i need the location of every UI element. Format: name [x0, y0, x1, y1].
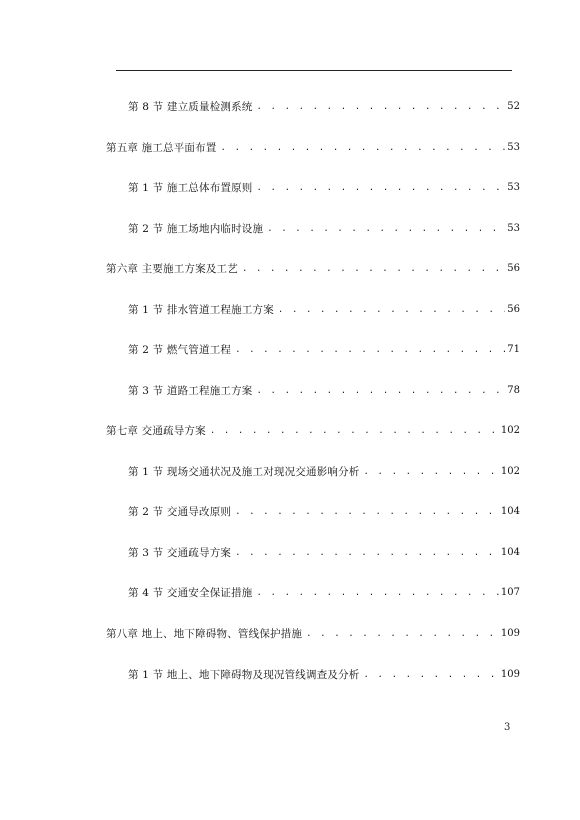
page-number: 3: [504, 722, 511, 733]
toc-entry-label: 第 2 节 施工场地内临时设施: [128, 223, 264, 235]
toc-leader-dots: [242, 262, 505, 276]
toc-entry-label: 第 2 节 交通导改原则: [128, 506, 232, 518]
toc-entry[interactable]: [128, 463, 520, 479]
toc-entry-page: 53: [507, 182, 520, 193]
toc-entry[interactable]: [128, 301, 520, 317]
toc-leader-dots: [364, 668, 499, 682]
toc-entry-label: 第 8 节 建立质量检测系统: [128, 101, 253, 113]
toc-entry-page: 109: [500, 628, 520, 639]
toc-entry-label: 第 4 节 交通安全保证措施: [128, 587, 253, 599]
toc-leader-dots: [257, 384, 506, 398]
toc-leader-dots: [278, 303, 505, 317]
toc-entry-label: 第 1 节 排水管道工程施工方案: [128, 304, 274, 316]
toc-leader-dots: [210, 424, 499, 438]
toc-leader-dots: [235, 343, 505, 357]
toc-entry[interactable]: [128, 220, 520, 236]
toc-entry[interactable]: [128, 341, 520, 357]
toc-entry-page: 109: [500, 669, 520, 680]
toc-entry-page: 104: [500, 547, 520, 558]
toc-leader-dots: [257, 181, 506, 195]
toc-entry[interactable]: [106, 422, 520, 438]
toc-entry-label: 第七章 交通疏导方案: [106, 425, 206, 437]
toc-entry-label: 第 3 节 交通疏导方案: [128, 547, 232, 559]
toc-entry-page: 56: [507, 304, 520, 315]
toc-entry[interactable]: [128, 503, 520, 519]
toc-leader-dots: [221, 141, 506, 155]
toc-entry-page: 52: [507, 101, 520, 112]
toc-entry[interactable]: [106, 139, 520, 155]
toc-entry-label: 第 1 节 施工总体布置原则: [128, 182, 253, 194]
toc-entry-page: 102: [500, 466, 520, 477]
toc-entry-label: 第 1 节 地上、地下障碍物及现况管线调查及分析: [128, 669, 360, 681]
toc-leader-dots: [235, 505, 499, 519]
toc-entry-page: 102: [500, 425, 520, 436]
toc-entry[interactable]: [128, 179, 520, 195]
toc-entry-page: 71: [507, 344, 520, 355]
toc-leader-dots: [364, 465, 499, 479]
toc-entry[interactable]: [128, 584, 520, 600]
toc-entry[interactable]: [128, 544, 520, 560]
toc-entry[interactable]: [128, 382, 520, 398]
toc-entry-label: 第六章 主要施工方案及工艺: [106, 263, 238, 275]
toc-entry-label: 第五章 施工总平面布置: [106, 142, 217, 154]
toc-entry-label: 第 3 节 道路工程施工方案: [128, 385, 253, 397]
toc-leader-dots: [257, 586, 499, 600]
toc-entry-page: 53: [507, 142, 520, 153]
toc-entry-page: 104: [500, 506, 520, 517]
toc-leader-dots: [257, 100, 506, 114]
header-rule: [116, 70, 512, 71]
toc-entry-label: 第八章 地上、地下障碍物、管线保护措施: [106, 628, 303, 640]
toc-entry-page: 53: [507, 223, 520, 234]
toc-entry-page: 78: [507, 385, 520, 396]
toc-entry[interactable]: [106, 260, 520, 276]
toc-leader-dots: [235, 546, 499, 560]
toc-leader-dots: [267, 222, 505, 236]
toc-leader-dots: [306, 627, 499, 641]
toc-entry[interactable]: [128, 666, 520, 682]
toc-entry-page: 56: [507, 263, 520, 274]
toc-entry-label: 第 2 节 燃气管道工程: [128, 344, 232, 356]
toc-entry-page: 107: [500, 587, 520, 598]
toc-entry-label: 第 1 节 现场交通状况及施工对现况交通影响分析: [128, 466, 360, 478]
toc-entry[interactable]: [106, 625, 520, 641]
toc-entry[interactable]: [128, 98, 520, 114]
